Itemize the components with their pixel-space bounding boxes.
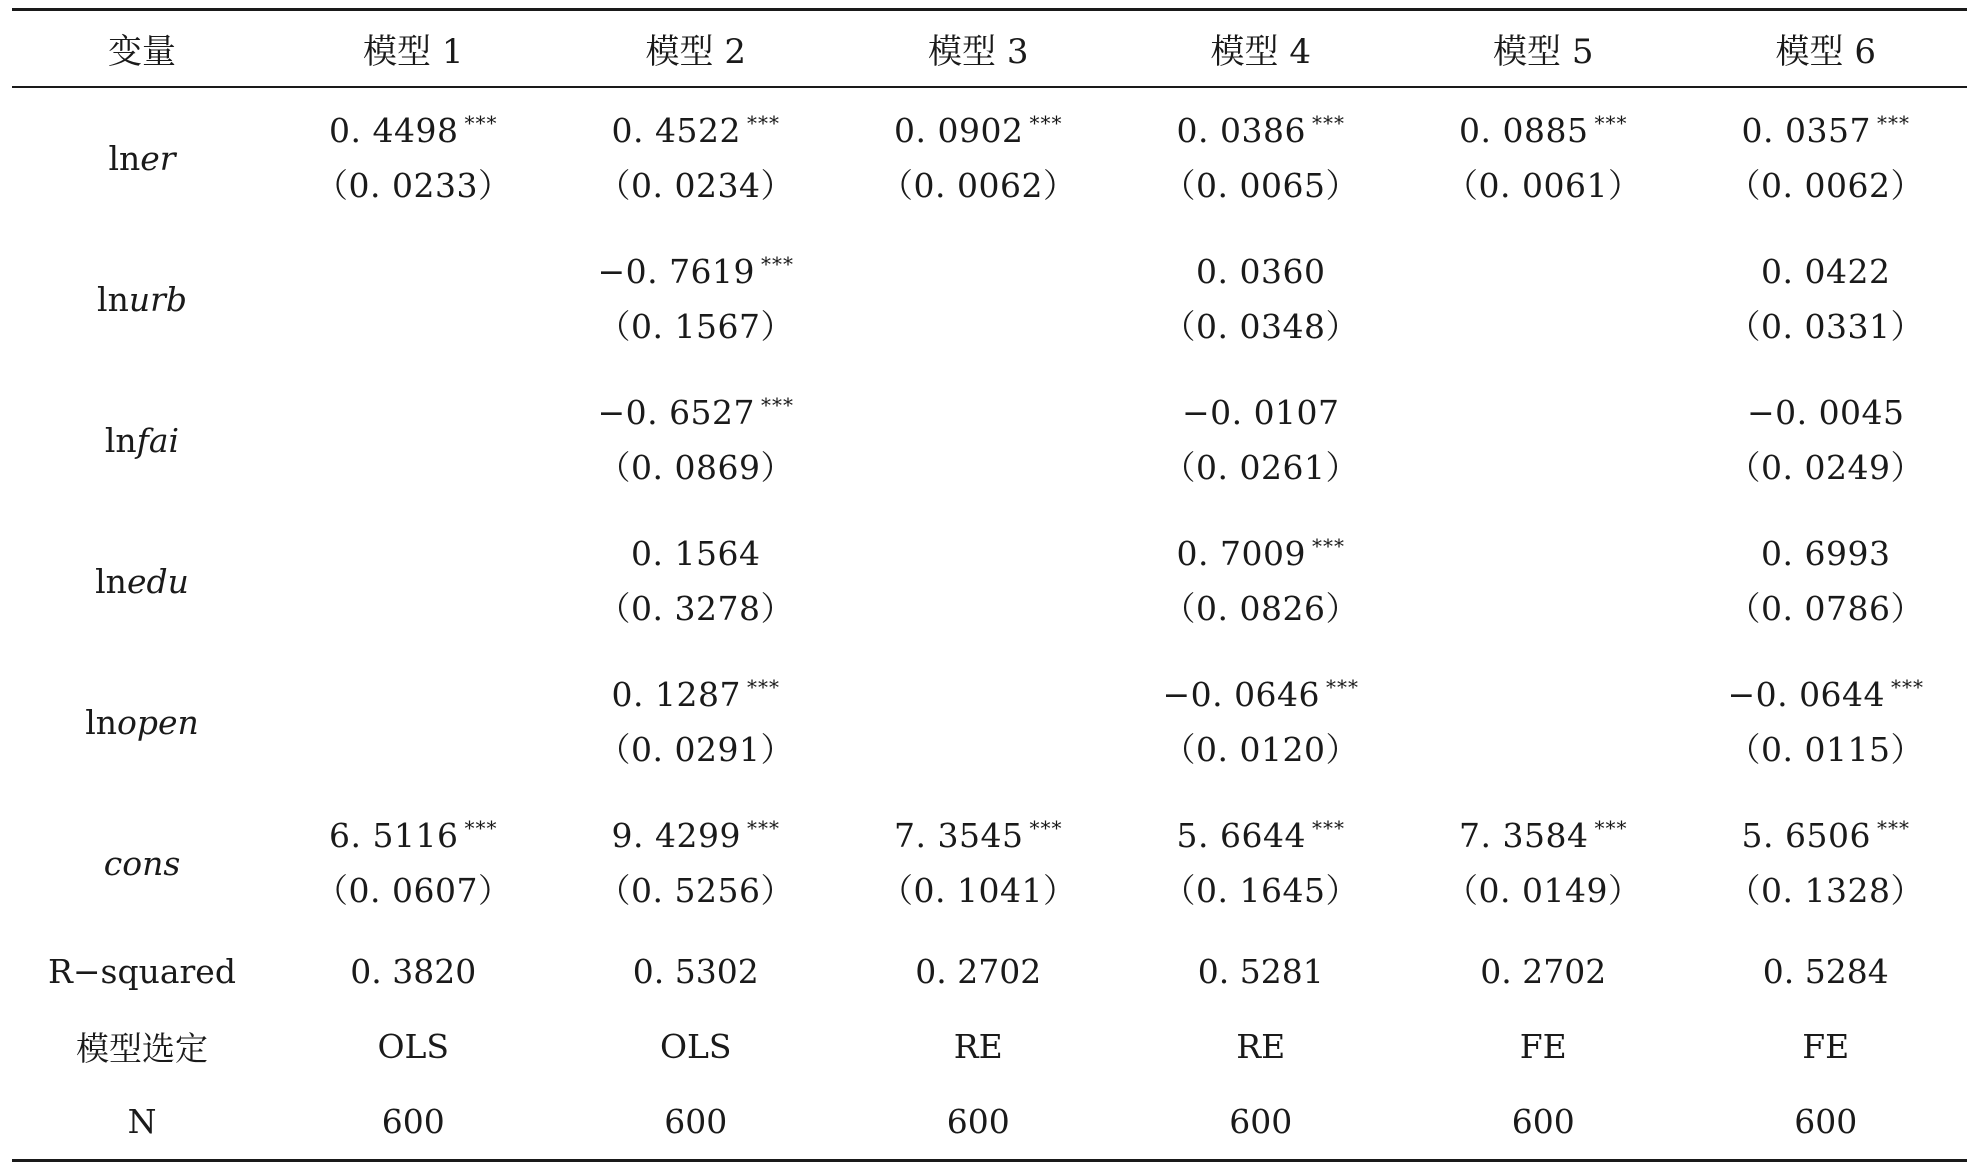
significance-stars: *** — [464, 110, 498, 135]
table-cell — [1120, 393, 1403, 489]
variable-name: edu — [126, 562, 189, 601]
standard-error: （0. 1328） — [1727, 870, 1924, 910]
table-row — [12, 511, 1967, 652]
table-cell — [555, 816, 838, 912]
coefficient-value: 0. 0422 — [1761, 251, 1891, 291]
standard-error: （0. 5256） — [597, 870, 794, 910]
table-cell — [1685, 675, 1968, 771]
significance-stars: *** — [1326, 674, 1360, 699]
coefficient-value: 9. 4299 — [611, 815, 741, 855]
variable-name: open — [117, 703, 199, 742]
standard-error: （0. 0331） — [1727, 306, 1924, 346]
variable-name: er — [140, 139, 176, 178]
estimate-block — [555, 816, 838, 912]
standard-error: （0. 0115） — [1727, 729, 1924, 769]
coefficient — [1182, 393, 1340, 432]
standard-error: （0. 1567） — [597, 306, 794, 346]
variable-prefix: ln — [95, 562, 127, 601]
estimate-block — [1685, 252, 1968, 348]
summary-rows — [12, 934, 1967, 1159]
header-model-3: 模型 3 — [928, 32, 1029, 72]
estimate-block — [1402, 111, 1685, 207]
standard-error: （0. 0607） — [315, 870, 512, 910]
coefficient-value: 0. 0902 — [894, 110, 1024, 150]
coefficient-value: 0. 0360 — [1196, 251, 1326, 291]
significance-stars: *** — [1594, 110, 1628, 135]
coefficient-value: 5. 6506 — [1741, 815, 1871, 855]
regression-table — [12, 8, 1967, 1162]
standard-error: （0. 0249） — [1727, 447, 1924, 487]
coefficient — [1177, 111, 1345, 150]
table-cell — [1685, 393, 1968, 489]
standard-error: （0. 0061） — [1445, 165, 1642, 205]
table-cell — [555, 534, 838, 630]
table-cell — [272, 816, 555, 912]
estimate-block — [1685, 393, 1968, 489]
significance-stars: *** — [761, 251, 795, 276]
summary-value: 0. 3820 — [350, 952, 477, 991]
coefficient — [631, 534, 760, 573]
table-row — [12, 652, 1967, 793]
summary-value: 600 — [381, 1102, 445, 1141]
coefficient-value: 5. 6644 — [1176, 815, 1306, 855]
significance-stars: *** — [1876, 815, 1910, 840]
table-row — [12, 1009, 1967, 1084]
table-cell — [272, 111, 555, 207]
variable-name: urb — [128, 280, 187, 319]
significance-stars: *** — [746, 110, 780, 135]
estimate-block — [555, 393, 838, 489]
coefficient — [612, 111, 780, 150]
variable-prefix: ln — [104, 421, 137, 460]
coefficient — [329, 816, 497, 855]
coefficient — [597, 252, 794, 291]
bottom-rule — [12, 1159, 1967, 1162]
significance-stars: *** — [746, 674, 780, 699]
variable-label — [12, 280, 272, 319]
header-row — [12, 11, 1967, 86]
coefficient — [1162, 675, 1359, 714]
coefficient — [1177, 816, 1345, 855]
coefficient — [1459, 111, 1627, 150]
estimate-block — [837, 816, 1120, 912]
significance-stars: *** — [761, 392, 795, 417]
coefficient — [894, 111, 1062, 150]
variable-label — [12, 421, 272, 460]
standard-error: （0. 0826） — [1162, 588, 1359, 628]
estimate-block — [837, 111, 1120, 207]
table-cell — [837, 816, 1120, 912]
variable-label — [12, 562, 272, 601]
coefficient-value: 0. 6993 — [1761, 533, 1891, 573]
table-row — [12, 370, 1967, 511]
estimate-block — [1120, 111, 1403, 207]
coefficient — [1196, 252, 1325, 291]
table-cell — [1120, 675, 1403, 771]
table-cell — [1120, 534, 1403, 630]
estimate-block — [555, 675, 838, 771]
table-cell — [1685, 252, 1968, 348]
coefficient — [597, 393, 794, 432]
table-cell — [555, 252, 838, 348]
coefficient — [1742, 111, 1910, 150]
estimate-block — [1120, 534, 1403, 630]
table-cell — [555, 675, 838, 771]
table-cell — [837, 111, 1120, 207]
header-model-4: 模型 4 — [1210, 32, 1311, 72]
standard-error: （0. 0149） — [1445, 870, 1642, 910]
standard-error: （0. 3278） — [597, 588, 794, 628]
standard-error: （0. 0869） — [597, 447, 794, 487]
significance-stars: *** — [1029, 815, 1063, 840]
coefficient-value: 7. 3545 — [894, 815, 1024, 855]
variable-name: cons — [103, 844, 181, 883]
coefficient-value: 0. 0357 — [1741, 110, 1871, 150]
standard-error: （0. 0291） — [597, 729, 794, 769]
significance-stars: *** — [1594, 815, 1628, 840]
estimate-block — [1685, 816, 1968, 912]
variable-label — [12, 703, 272, 742]
coefficient-value: 0. 0885 — [1459, 110, 1589, 150]
coefficient — [329, 111, 497, 150]
summary-value: 0. 5281 — [1197, 952, 1324, 991]
significance-stars: *** — [1311, 533, 1345, 558]
variable-label — [12, 139, 272, 178]
table-cell — [1685, 111, 1968, 207]
variable-label — [12, 844, 272, 883]
coefficient-value: −0. 6527 — [597, 392, 756, 432]
table-row — [12, 934, 1967, 1009]
estimate-block — [1120, 816, 1403, 912]
estimate-block — [1402, 816, 1685, 912]
variable-prefix: ln — [85, 703, 118, 742]
significance-stars: *** — [1311, 110, 1345, 135]
coefficient-value: 0. 7009 — [1176, 533, 1306, 573]
coefficient-value: −0. 0107 — [1181, 392, 1340, 432]
significance-stars: *** — [746, 815, 780, 840]
header-model-1: 模型 1 — [363, 32, 464, 72]
variable-rows — [12, 88, 1967, 934]
estimate-block — [1120, 393, 1403, 489]
coefficient-value: −0. 0646 — [1162, 674, 1321, 714]
estimate-block — [272, 111, 555, 207]
coefficient — [612, 675, 780, 714]
standard-error: （0. 0062） — [1727, 165, 1924, 205]
estimate-block — [555, 534, 838, 630]
summary-label: R−squared — [48, 952, 236, 991]
table-row — [12, 229, 1967, 370]
coefficient — [1459, 816, 1627, 855]
estimate-block — [555, 252, 838, 348]
standard-error: （0. 0065） — [1162, 165, 1359, 205]
estimate-block — [1685, 534, 1968, 630]
standard-error: （0. 0234） — [597, 165, 794, 205]
table-cell — [1685, 534, 1968, 630]
estimate-block — [1685, 675, 1968, 771]
table-row — [12, 793, 1967, 934]
variable-prefix: ln — [108, 139, 141, 178]
summary-value: 600 — [1229, 1102, 1293, 1141]
coefficient-value: −0. 0644 — [1727, 674, 1886, 714]
coefficient-value: 0. 4522 — [611, 110, 741, 150]
coefficient-value: 7. 3584 — [1459, 815, 1589, 855]
standard-error: （0. 0261） — [1162, 447, 1359, 487]
table-cell — [1402, 816, 1685, 912]
summary-value: FE — [1519, 1027, 1567, 1066]
estimate-block — [1685, 111, 1968, 207]
coefficient — [1747, 393, 1905, 432]
summary-value: 0. 2702 — [1480, 952, 1607, 991]
summary-value: 600 — [1794, 1102, 1858, 1141]
standard-error: （0. 1645） — [1162, 870, 1359, 910]
coefficient — [1761, 534, 1890, 573]
coefficient — [1177, 534, 1345, 573]
coefficient-value: −0. 0045 — [1746, 392, 1905, 432]
standard-error: （0. 0233） — [315, 165, 512, 205]
variable-name: fai — [136, 421, 180, 460]
coefficient — [1727, 675, 1924, 714]
summary-value: 600 — [946, 1102, 1010, 1141]
table-row — [12, 1084, 1967, 1159]
summary-value: 600 — [1511, 1102, 1575, 1141]
table-cell — [1402, 111, 1685, 207]
variable-prefix: ln — [97, 280, 129, 319]
standard-error: （0. 0348） — [1162, 306, 1359, 346]
coefficient-value: 0. 4498 — [329, 110, 459, 150]
summary-value: OLS — [659, 1027, 732, 1066]
table-cell — [555, 111, 838, 207]
header-variable: 变量 — [108, 32, 176, 72]
estimate-block — [555, 111, 838, 207]
coefficient-value: 6. 5116 — [329, 815, 459, 855]
summary-value: 0. 5284 — [1762, 952, 1889, 991]
summary-value: 600 — [664, 1102, 728, 1141]
table-cell — [555, 393, 838, 489]
summary-label: N — [127, 1102, 157, 1141]
estimate-block — [1120, 252, 1403, 348]
summary-value: FE — [1802, 1027, 1850, 1066]
table-row — [12, 88, 1967, 229]
coefficient — [1761, 252, 1890, 291]
table-cell — [1120, 816, 1403, 912]
header-model-5: 模型 5 — [1493, 32, 1594, 72]
header-model-6: 模型 6 — [1775, 32, 1876, 72]
coefficient — [1742, 816, 1910, 855]
summary-value: 0. 2702 — [915, 952, 1042, 991]
standard-error: （0. 0120） — [1162, 729, 1359, 769]
summary-value: OLS — [377, 1027, 450, 1066]
significance-stars: *** — [1311, 815, 1345, 840]
table-cell — [1685, 816, 1968, 912]
summary-value: RE — [953, 1027, 1003, 1066]
significance-stars: *** — [1029, 110, 1063, 135]
standard-error: （0. 1041） — [880, 870, 1077, 910]
summary-label: 模型选定 — [76, 1029, 208, 1068]
estimate-block — [1120, 675, 1403, 771]
coefficient-value: 0. 1564 — [631, 533, 761, 573]
significance-stars: *** — [1891, 674, 1925, 699]
coefficient-value: 0. 1287 — [611, 674, 741, 714]
summary-value: RE — [1236, 1027, 1286, 1066]
coefficient-value: −0. 7619 — [597, 251, 756, 291]
coefficient — [612, 816, 780, 855]
significance-stars: *** — [464, 815, 498, 840]
summary-value: 0. 5302 — [632, 952, 759, 991]
standard-error: （0. 0786） — [1727, 588, 1924, 628]
standard-error: （0. 0062） — [880, 165, 1077, 205]
coefficient-value: 0. 0386 — [1176, 110, 1306, 150]
coefficient — [894, 816, 1062, 855]
table-cell — [1120, 252, 1403, 348]
estimate-block — [272, 816, 555, 912]
header-model-2: 模型 2 — [645, 32, 746, 72]
table-cell — [1120, 111, 1403, 207]
significance-stars: *** — [1876, 110, 1910, 135]
